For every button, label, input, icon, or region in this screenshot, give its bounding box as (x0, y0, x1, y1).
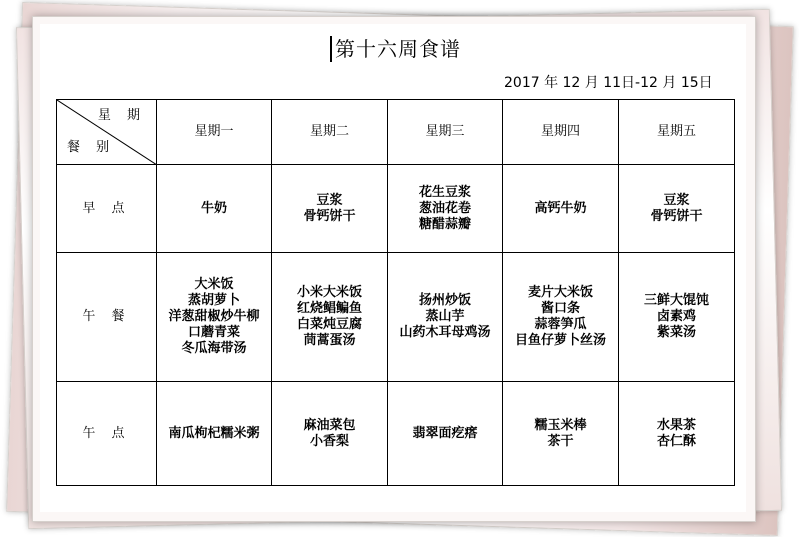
menu-cell (503, 382, 619, 486)
menu-cell (388, 382, 503, 486)
menu-cell (272, 382, 388, 486)
date-range: 2017 年 12 月 11日-12 月 15日 (504, 75, 713, 91)
header-row (57, 100, 735, 165)
row-breakfast (57, 165, 735, 253)
menu-cell (619, 165, 735, 253)
menu-item: 冬瓜海带汤 (181, 341, 247, 356)
meal-label-breakfast: 早 点 (57, 165, 157, 253)
menu-item: 白菜炖豆腐 (296, 317, 362, 332)
menu-item: 小米大米饭 (296, 285, 362, 300)
menu-cell (157, 165, 272, 253)
row-lunch (57, 253, 735, 382)
menu-item: 骨钙饼干 (303, 208, 356, 224)
menu-item: 花生豆浆 (418, 184, 471, 200)
menu-item: 小香梨 (309, 433, 349, 449)
header-day-monday: 星期一 (157, 100, 272, 165)
menu-item: 杏仁酥 (656, 433, 696, 449)
menu-item: 茼蒿蛋汤 (303, 333, 356, 348)
menu-item: 山药木耳母鸡汤 (399, 325, 491, 340)
menu-item: 翡翠面疙瘩 (412, 425, 478, 441)
menu-cell (503, 165, 619, 253)
menu-item: 口蘑青菜 (187, 325, 240, 340)
menu-cell (619, 382, 735, 486)
meal-label-afternoon-snack: 午 点 (57, 382, 157, 486)
corner-label-weekday: 星 期 (97, 108, 146, 123)
menu-cell (272, 165, 388, 253)
menu-item: 高钙牛奶 (534, 200, 587, 216)
meal-label-lunch: 午 餐 (57, 253, 157, 382)
menu-cell (157, 253, 272, 382)
menu-item: 麦片大米饭 (527, 285, 593, 300)
menu-item: 洋葱甜椒炒牛柳 (168, 309, 260, 324)
menu-cell (388, 165, 503, 253)
header-corner-cell (57, 100, 157, 165)
menu-item: 扬州炒饭 (418, 293, 471, 308)
corner-label-meal: 餐 别 (67, 140, 116, 155)
menu-item: 糖醋蒜瓣 (418, 216, 471, 232)
menu-cell (619, 253, 735, 382)
menu-item: 蒸胡萝卜 (187, 293, 240, 308)
menu-cell (503, 253, 619, 382)
menu-item: 牛奶 (200, 200, 227, 216)
header-day-wednesday: 星期三 (388, 100, 503, 165)
menu-item: 蒜蓉笋瓜 (534, 317, 587, 332)
header-day-friday: 星期五 (619, 100, 735, 165)
menu-item: 茶干 (547, 433, 574, 449)
menu-item: 卤素鸡 (656, 309, 696, 324)
menu-item: 大米饭 (194, 277, 234, 292)
menu-item: 骨钙饼干 (650, 208, 703, 224)
menu-item: 豆浆 (663, 192, 690, 208)
menu-item: 麻油菜包 (303, 417, 356, 433)
menu-item: 红烧鲳鳊鱼 (296, 301, 362, 316)
row-afternoon-snack (57, 382, 735, 486)
menu-cell (388, 253, 503, 382)
menu-item: 水果茶 (656, 417, 696, 433)
header-day-thursday: 星期四 (503, 100, 619, 165)
menu-cell (272, 253, 388, 382)
menu-item: 蒸山芋 (425, 309, 465, 324)
menu-item: 葱油花卷 (418, 200, 471, 216)
page-title: 第十六周食谱 (330, 36, 461, 62)
menu-item: 目鱼仔萝卜丝汤 (514, 333, 606, 348)
menu-item: 紫菜汤 (656, 325, 696, 340)
menu-item: 三鲜大馄饨 (643, 293, 709, 308)
menu-cell (157, 382, 272, 486)
menu-item: 南瓜枸杞糯米粥 (168, 425, 260, 441)
header-day-tuesday: 星期二 (272, 100, 388, 165)
weekly-menu-table (56, 99, 735, 486)
menu-item: 豆浆 (316, 192, 343, 208)
menu-item: 糯玉米棒 (534, 417, 587, 433)
menu-item: 酱口条 (540, 301, 580, 316)
